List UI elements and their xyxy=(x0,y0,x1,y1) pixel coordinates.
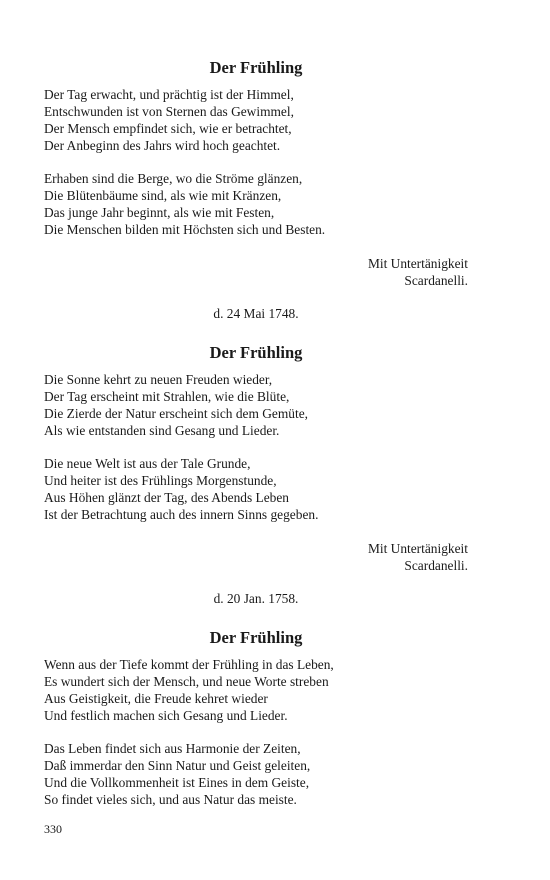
verse-line: Die Menschen bilden mit Höchsten sich und Besten. xyxy=(44,222,326,237)
verse-line: Die neue Welt ist aus der Tale Grunde, xyxy=(44,456,251,471)
verse-line: Aus Geistigkeit, die Freude kehret wieder xyxy=(44,691,268,706)
verse-line: Es wundert sich der Mensch, und neue Worte streben xyxy=(44,674,329,689)
verse-line: Der Anbeginn des Jahrs wird hoch geachtet. xyxy=(44,138,281,153)
verse-line: Die Zierde der Natur erscheint sich dem Gemüte, xyxy=(44,406,308,421)
verse-line: Das junge Jahr beginnt, als wie mit Festen, xyxy=(44,205,275,220)
verse-line: Der Tag erwacht, und prächtig ist der Himmel, xyxy=(44,87,294,102)
verse-line: Und festlich machen sich Gesang und Lieder. xyxy=(44,708,288,723)
signature-line: Mit Untertänigkeit xyxy=(367,256,468,271)
verse-line: Wenn aus der Tiefe kommt der Frühling in das Leben, xyxy=(44,657,334,672)
poem-date: d. 24 Mai 1748. xyxy=(213,306,299,321)
poem-3 xyxy=(44,628,468,808)
stanza xyxy=(44,455,468,523)
verse-line: Und die Vollkommenheit ist Eines in dem Geiste, xyxy=(44,775,310,790)
verse-line: Das Leben findet sich aus Harmonie der Zeiten, xyxy=(44,741,301,756)
verse-line: Daß immerdar den Sinn Natur und Geist geleiten, xyxy=(44,758,311,773)
page-number: 330 xyxy=(44,822,62,836)
stanza xyxy=(44,170,468,238)
signature-line: Scardanelli. xyxy=(404,558,468,573)
stanza xyxy=(44,86,468,154)
signature-line: Scardanelli. xyxy=(404,273,468,288)
poem-title: Der Frühling xyxy=(209,343,303,362)
verse-line: Der Tag erscheint mit Strahlen, wie die Blüte, xyxy=(44,389,290,404)
signature xyxy=(44,255,468,289)
verse-line: Aus Höhen glänzt der Tag, des Abends Leben xyxy=(44,490,289,505)
stanza xyxy=(44,656,468,724)
verse-line: Und heiter ist des Frühlings Morgenstunde, xyxy=(44,473,277,488)
verse-line: Der Mensch empfindet sich, wie er betrachtet, xyxy=(44,121,292,136)
verse-line: Erhaben sind die Berge, wo die Ströme glänzen, xyxy=(44,171,303,186)
stanza xyxy=(44,740,468,808)
poem-2 xyxy=(44,343,468,607)
verse-line: Die Blütenbäume sind, als wie mit Kränzen, xyxy=(44,188,282,203)
poem-title: Der Frühling xyxy=(209,58,303,77)
verse-line: Entschwunden ist von Sternen das Gewimmel, xyxy=(44,104,294,119)
verse-line: Die Sonne kehrt zu neuen Freuden wieder, xyxy=(44,372,273,387)
page-body xyxy=(44,58,468,808)
stanza xyxy=(44,371,468,439)
poem-title: Der Frühling xyxy=(209,628,303,647)
poem-1 xyxy=(44,58,468,322)
verse-line: Als wie entstanden sind Gesang und Lieder. xyxy=(44,423,280,438)
signature-line: Mit Untertänigkeit xyxy=(367,541,468,556)
signature xyxy=(44,540,468,574)
verse-line: Ist der Betrachtung auch des innern Sinns gegeben. xyxy=(44,507,319,522)
verse-line: So findet vieles sich, und aus Natur das meiste. xyxy=(44,792,297,807)
poem-date: d. 20 Jan. 1758. xyxy=(213,591,299,606)
